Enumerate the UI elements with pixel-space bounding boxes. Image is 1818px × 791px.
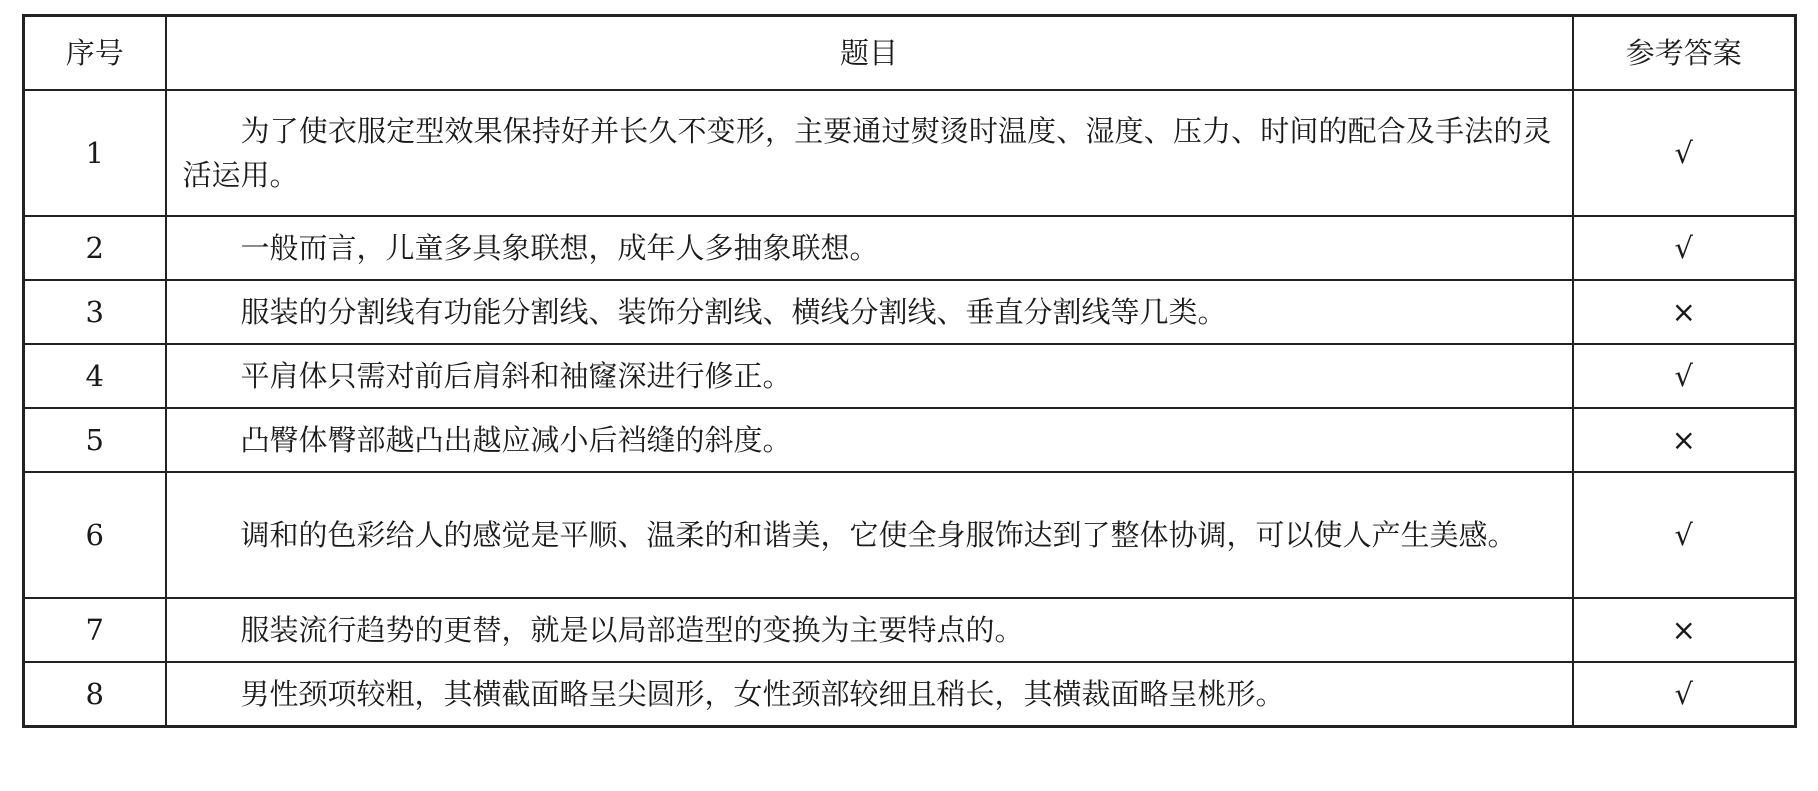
row-answer: × [1573, 598, 1796, 662]
row-answer: √ [1573, 344, 1796, 408]
row-index: 7 [24, 598, 166, 662]
table-row [24, 216, 1796, 280]
header-question: 题目 [166, 16, 1573, 91]
row-index: 1 [24, 90, 166, 216]
row-answer: × [1573, 280, 1796, 344]
table-row [24, 344, 1796, 408]
row-index: 5 [24, 408, 166, 472]
table-header-row [24, 16, 1796, 91]
table-row [24, 472, 1796, 598]
answer-table [22, 14, 1797, 728]
row-answer: × [1573, 408, 1796, 472]
table-row [24, 662, 1796, 727]
row-question: 一般而言，儿童多具象联想，成年人多抽象联想。 [166, 216, 1573, 280]
table-row [24, 408, 1796, 472]
row-question: 平肩体只需对前后肩斜和袖窿深进行修正。 [166, 344, 1573, 408]
table-row [24, 90, 1796, 216]
answer-table-container [22, 14, 1794, 728]
row-index: 8 [24, 662, 166, 727]
row-answer: √ [1573, 472, 1796, 598]
table-row [24, 598, 1796, 662]
row-index: 2 [24, 216, 166, 280]
row-question: 为了使衣服定型效果保持好并长久不变形，主要通过熨烫时温度、湿度、压力、时间的配合及手法的灵活运用。 [166, 90, 1573, 216]
header-answer: 参考答案 [1573, 16, 1796, 91]
row-index: 4 [24, 344, 166, 408]
row-answer: √ [1573, 90, 1796, 216]
header-index: 序号 [24, 16, 166, 91]
row-question: 调和的色彩给人的感觉是平顺、温柔的和谐美，它使全身服饰达到了整体协调，可以使人产生美感。 [166, 472, 1573, 598]
row-index: 3 [24, 280, 166, 344]
row-answer: √ [1573, 662, 1796, 727]
row-question: 男性颈项较粗，其横截面略呈尖圆形，女性颈部较细且稍长，其横裁面略呈桃形。 [166, 662, 1573, 727]
row-question: 服装的分割线有功能分割线、装饰分割线、横线分割线、垂直分割线等几类。 [166, 280, 1573, 344]
row-question: 凸臀体臀部越凸出越应减小后裆缝的斜度。 [166, 408, 1573, 472]
row-index: 6 [24, 472, 166, 598]
row-answer: √ [1573, 216, 1796, 280]
row-question: 服装流行趋势的更替，就是以局部造型的变换为主要特点的。 [166, 598, 1573, 662]
table-row [24, 280, 1796, 344]
